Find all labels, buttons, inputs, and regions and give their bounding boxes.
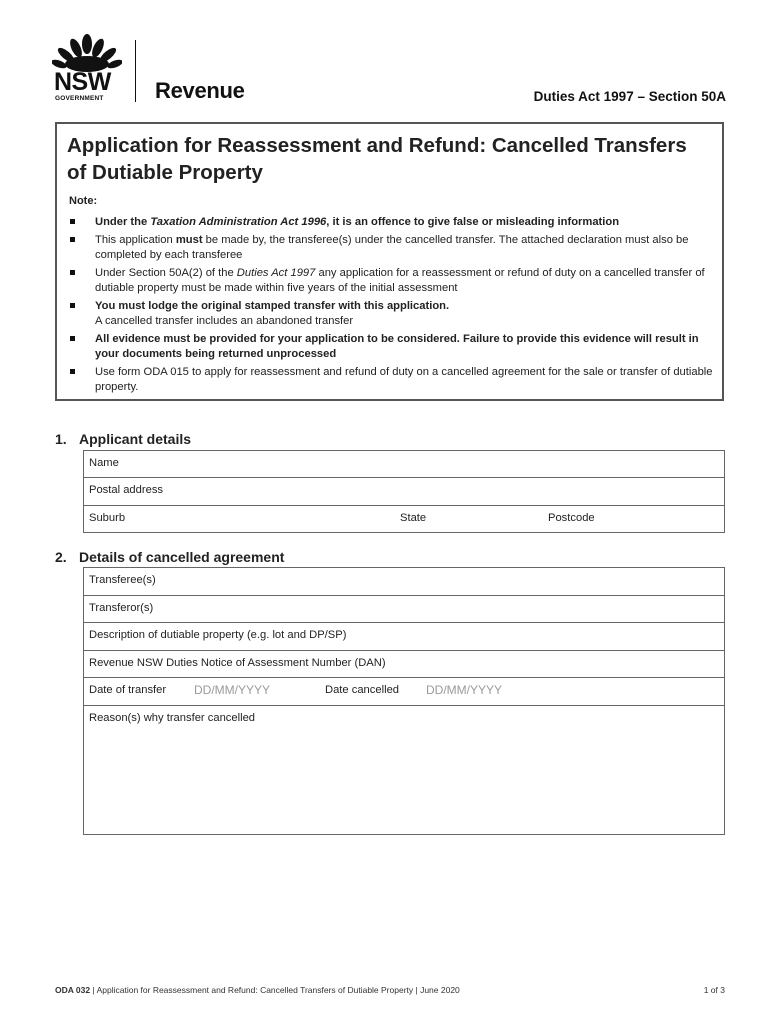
note-text: be made by, the transferee(s) under the cancelled transfer. The attached declaration must also be completed by each transferee — [95, 234, 689, 261]
note-text: You must lodge the original stamped transfer with this application. — [95, 300, 450, 312]
note-item — [69, 266, 714, 296]
footer — [55, 985, 460, 995]
act-reference: Duties Act 1997 – Section 50A — [533, 89, 726, 104]
section-heading-applicant — [55, 431, 191, 447]
name-label: Name — [89, 457, 119, 469]
section-number: 1. — [55, 431, 67, 447]
agency-name: Revenue — [155, 78, 245, 103]
note-text: Under the — [95, 216, 151, 228]
date-of-transfer-label: Date of transfer — [89, 684, 167, 696]
property-description-field[interactable] — [84, 623, 724, 651]
date-cancelled-label: Date cancelled — [325, 684, 400, 696]
note-text: any application for a reassessment or refund of duty on a cancelled transfer of dutiable property must be made within five years of the initial assessment — [95, 267, 705, 294]
property-description-label: Description of dutiable property (e.g. lot and DP/SP) — [89, 629, 347, 641]
logo-government-text: GOVERNMENT — [55, 95, 104, 102]
section-number: 2. — [55, 549, 67, 565]
note-text: , it is an offence to give false or misleading information — [326, 216, 620, 228]
date-of-transfer-input[interactable]: DD/MM/YYYY — [194, 683, 271, 697]
dan-label: Revenue NSW Duties Notice of Assessment Number (DAN) — [89, 657, 386, 669]
section-title: Applicant details — [79, 431, 192, 447]
note-item — [69, 332, 714, 362]
note-emphasis: must — [175, 234, 203, 246]
note-item — [69, 365, 714, 395]
note-text: This application — [95, 234, 176, 246]
note-item — [69, 299, 714, 329]
suburb-label[interactable]: Suburb — [89, 512, 126, 524]
postal-address-label: Postal address — [89, 484, 164, 496]
suburb-state-postcode-row — [84, 506, 724, 532]
state-label[interactable]: State — [400, 512, 427, 524]
note-text: Under Section 50A(2) of the — [95, 267, 237, 279]
postcode-label[interactable]: Postcode — [548, 512, 595, 524]
postal-address-field[interactable] — [84, 478, 724, 506]
transferors-field[interactable] — [84, 596, 724, 623]
note-list — [69, 215, 714, 398]
note-act-name: Taxation Administration Act 1996 — [150, 216, 327, 228]
form-code: ODA 032 — [55, 985, 91, 995]
reasons-field[interactable] — [84, 706, 724, 834]
page-number: 1 of 3 — [703, 985, 725, 995]
date-cancelled-input[interactable]: DD/MM/YYYY — [426, 683, 503, 697]
section-title: Details of cancelled agreement — [79, 549, 285, 565]
logo-divider — [135, 40, 136, 102]
note-item — [69, 233, 714, 263]
note-act-name: Duties Act 1997 — [236, 267, 316, 279]
note-label: Note: — [69, 195, 98, 207]
footer-text: | Application for Reassessment and Refund: Cancelled Transfers of Dutiable Property | June 2020 — [90, 985, 460, 995]
page-title: Application for Reassessment and Refund: Cancelled Transfers of Dutiable Property — [67, 134, 687, 184]
note-text: A cancelled transfer includes an abandoned transfer — [95, 315, 354, 327]
section-heading-cancelled-agreement — [55, 549, 284, 565]
note-text: Use form ODA 015 to apply for reassessment and refund of duty on a cancelled agreement for the sale or transfer of dutiable property. — [95, 366, 713, 393]
dates-row — [84, 678, 724, 706]
name-field[interactable] — [84, 451, 724, 478]
transferees-label: Transferee(s) — [89, 574, 156, 586]
applicant-details-table — [83, 450, 725, 533]
transferees-field[interactable] — [84, 568, 724, 596]
note-item — [69, 215, 714, 230]
cancelled-agreement-table — [83, 567, 725, 835]
logo-nsw-text: NSW — [54, 68, 111, 96]
reasons-label: Reason(s) why transfer cancelled — [89, 712, 256, 724]
transferors-label: Transferor(s) — [89, 602, 154, 614]
dan-field[interactable] — [84, 651, 724, 678]
note-text: All evidence must be provided for your application to be considered. Failure to provide this evidence will result in your documents being returned unprocessed — [95, 333, 699, 360]
